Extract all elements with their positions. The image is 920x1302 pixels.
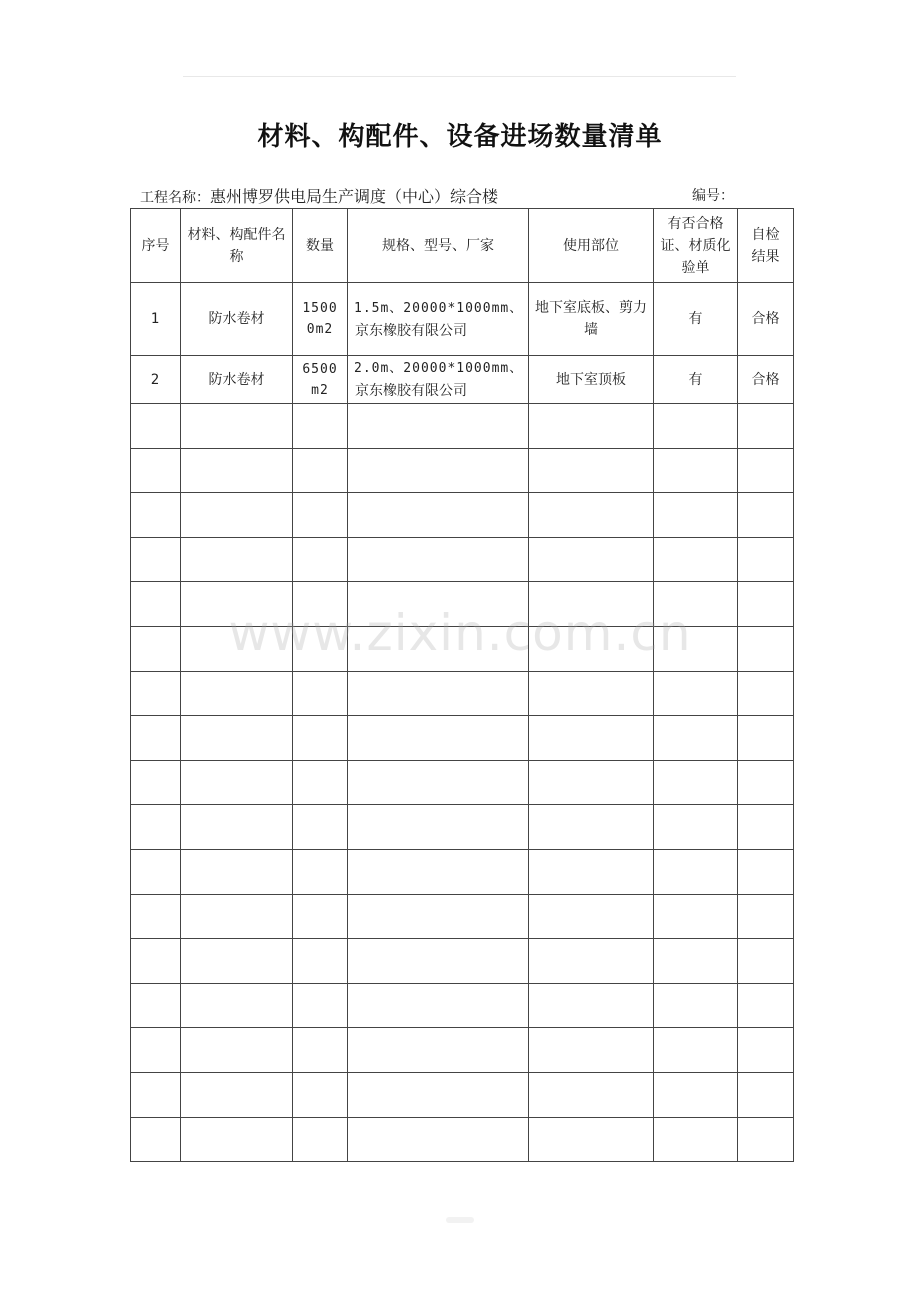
empty-cell <box>293 849 348 894</box>
empty-cell <box>181 537 293 582</box>
empty-cell <box>131 849 181 894</box>
empty-cell <box>738 582 794 627</box>
empty-cell <box>293 983 348 1028</box>
empty-cell <box>131 939 181 984</box>
empty-cell <box>181 1028 293 1073</box>
header-seq: 序号 <box>131 209 181 283</box>
row-certificate: 有 <box>654 283 738 356</box>
empty-cell <box>738 1117 794 1162</box>
document-number-label: 编号： <box>692 188 734 204</box>
empty-table-row <box>131 493 794 538</box>
empty-cell <box>738 894 794 939</box>
document-title: 材料、构配件、设备进场数量清单 <box>257 122 663 152</box>
row-location: 地下室顶板 <box>529 356 654 404</box>
empty-cell <box>654 939 738 984</box>
empty-cell <box>348 404 529 449</box>
watermark: www.zixin.com.cn <box>228 604 692 662</box>
empty-table-row <box>131 1117 794 1162</box>
empty-cell <box>529 716 654 761</box>
empty-cell <box>348 671 529 716</box>
header-quantity: 数量 <box>293 209 348 283</box>
header-spec: 规格、型号、厂家 <box>348 209 529 283</box>
project-name-value: 惠州博罗供电局生产调度（中心）综合楼 <box>210 187 499 206</box>
empty-cell <box>181 1117 293 1162</box>
empty-cell <box>131 894 181 939</box>
empty-cell <box>348 716 529 761</box>
empty-table-row <box>131 716 794 761</box>
empty-cell <box>654 983 738 1028</box>
page-footer-mark <box>446 1217 474 1223</box>
row-seq: 1 <box>131 283 181 356</box>
empty-cell <box>654 537 738 582</box>
empty-cell <box>293 671 348 716</box>
empty-cell <box>181 760 293 805</box>
empty-cell <box>131 537 181 582</box>
empty-cell <box>348 1072 529 1117</box>
empty-table-row <box>131 939 794 984</box>
empty-cell <box>293 1028 348 1073</box>
empty-cell <box>654 582 738 627</box>
empty-cell <box>181 983 293 1028</box>
empty-table-row <box>131 448 794 493</box>
empty-cell <box>181 626 293 671</box>
empty-cell <box>654 1117 738 1162</box>
material-list-table <box>130 208 794 1162</box>
header-material-name: 材料、构配件名称 <box>181 209 293 283</box>
empty-cell <box>529 849 654 894</box>
top-rule <box>183 76 736 77</box>
empty-cell <box>738 493 794 538</box>
empty-cell <box>181 805 293 850</box>
empty-cell <box>131 716 181 761</box>
row-quantity: 6500m2 <box>293 356 348 404</box>
empty-cell <box>293 582 348 627</box>
empty-cell <box>654 805 738 850</box>
empty-cell <box>181 582 293 627</box>
row-quantity: 15000m2 <box>293 283 348 356</box>
empty-rows <box>131 404 794 1162</box>
empty-cell <box>348 849 529 894</box>
empty-cell <box>293 939 348 984</box>
empty-cell <box>293 1072 348 1117</box>
empty-cell <box>293 894 348 939</box>
empty-cell <box>654 626 738 671</box>
empty-cell <box>131 493 181 538</box>
empty-cell <box>738 626 794 671</box>
header-self-check: 自检结果 <box>738 209 794 283</box>
empty-cell <box>293 537 348 582</box>
empty-cell <box>529 537 654 582</box>
empty-cell <box>181 404 293 449</box>
empty-cell <box>348 983 529 1028</box>
empty-cell <box>348 448 529 493</box>
empty-table-row <box>131 582 794 627</box>
empty-cell <box>293 760 348 805</box>
row-seq: 2 <box>131 356 181 404</box>
empty-table-row <box>131 671 794 716</box>
empty-cell <box>654 493 738 538</box>
empty-cell <box>529 493 654 538</box>
empty-cell <box>181 716 293 761</box>
empty-table-row <box>131 805 794 850</box>
row-self-check: 合格 <box>738 356 794 404</box>
empty-cell <box>738 983 794 1028</box>
empty-cell <box>348 894 529 939</box>
empty-cell <box>293 404 348 449</box>
empty-cell <box>738 849 794 894</box>
empty-cell <box>738 671 794 716</box>
table-header-row <box>131 209 794 283</box>
empty-cell <box>654 1028 738 1073</box>
empty-cell <box>529 404 654 449</box>
empty-cell <box>529 671 654 716</box>
empty-cell <box>181 849 293 894</box>
empty-cell <box>738 1028 794 1073</box>
empty-cell <box>738 716 794 761</box>
empty-cell <box>738 805 794 850</box>
empty-cell <box>293 716 348 761</box>
row-spec: 2.0m、20000*1000mm、 京东橡胶有限公司 <box>348 356 529 404</box>
project-name-field <box>140 184 498 207</box>
empty-cell <box>131 1072 181 1117</box>
empty-cell <box>348 939 529 984</box>
empty-cell <box>131 448 181 493</box>
empty-cell <box>348 582 529 627</box>
empty-table-row <box>131 1028 794 1073</box>
empty-cell <box>529 760 654 805</box>
empty-table-row <box>131 626 794 671</box>
empty-cell <box>529 1072 654 1117</box>
empty-table-row <box>131 404 794 449</box>
empty-cell <box>348 805 529 850</box>
row-location: 地下室底板、剪力墙 <box>529 283 654 356</box>
empty-table-row <box>131 983 794 1028</box>
empty-cell <box>293 493 348 538</box>
empty-cell <box>348 537 529 582</box>
row-self-check: 合格 <box>738 283 794 356</box>
row-material-name: 防水卷材 <box>181 356 293 404</box>
empty-cell <box>293 805 348 850</box>
empty-cell <box>181 493 293 538</box>
empty-cell <box>529 939 654 984</box>
empty-cell <box>293 448 348 493</box>
empty-table-row <box>131 760 794 805</box>
empty-cell <box>529 626 654 671</box>
empty-cell <box>181 671 293 716</box>
empty-cell <box>654 448 738 493</box>
empty-cell <box>131 671 181 716</box>
empty-cell <box>181 894 293 939</box>
empty-cell <box>529 448 654 493</box>
project-info-line <box>140 184 800 206</box>
empty-cell <box>131 1117 181 1162</box>
empty-cell <box>738 404 794 449</box>
empty-cell <box>529 983 654 1028</box>
empty-cell <box>348 626 529 671</box>
empty-cell <box>529 1117 654 1162</box>
empty-cell <box>181 448 293 493</box>
empty-cell <box>131 1028 181 1073</box>
empty-cell <box>181 1072 293 1117</box>
empty-cell <box>131 805 181 850</box>
empty-cell <box>131 983 181 1028</box>
empty-cell <box>738 448 794 493</box>
row-spec: 1.5m、20000*1000mm、 京东橡胶有限公司 <box>348 283 529 356</box>
empty-cell <box>131 404 181 449</box>
empty-cell <box>348 1117 529 1162</box>
empty-cell <box>738 1072 794 1117</box>
empty-cell <box>131 626 181 671</box>
empty-cell <box>738 537 794 582</box>
empty-cell <box>529 582 654 627</box>
empty-cell <box>738 760 794 805</box>
empty-cell <box>348 760 529 805</box>
empty-cell <box>529 894 654 939</box>
empty-cell <box>529 1028 654 1073</box>
empty-cell <box>654 894 738 939</box>
empty-cell <box>131 760 181 805</box>
empty-cell <box>293 1117 348 1162</box>
empty-table-row <box>131 1072 794 1117</box>
empty-cell <box>654 760 738 805</box>
row-certificate: 有 <box>654 356 738 404</box>
empty-cell <box>529 805 654 850</box>
empty-cell <box>654 716 738 761</box>
table-row <box>131 356 794 404</box>
empty-table-row <box>131 894 794 939</box>
empty-cell <box>348 493 529 538</box>
header-certificate: 有否合格证、材质化验单 <box>654 209 738 283</box>
empty-cell <box>131 582 181 627</box>
empty-cell <box>181 939 293 984</box>
empty-table-row <box>131 537 794 582</box>
empty-cell <box>654 1072 738 1117</box>
empty-cell <box>293 626 348 671</box>
empty-cell <box>738 939 794 984</box>
row-material-name: 防水卷材 <box>181 283 293 356</box>
empty-cell <box>348 1028 529 1073</box>
empty-cell <box>654 404 738 449</box>
project-name-label: 工程名称： <box>140 190 210 206</box>
table-row <box>131 283 794 356</box>
empty-cell <box>654 671 738 716</box>
empty-table-row <box>131 849 794 894</box>
empty-cell <box>654 849 738 894</box>
header-location: 使用部位 <box>529 209 654 283</box>
